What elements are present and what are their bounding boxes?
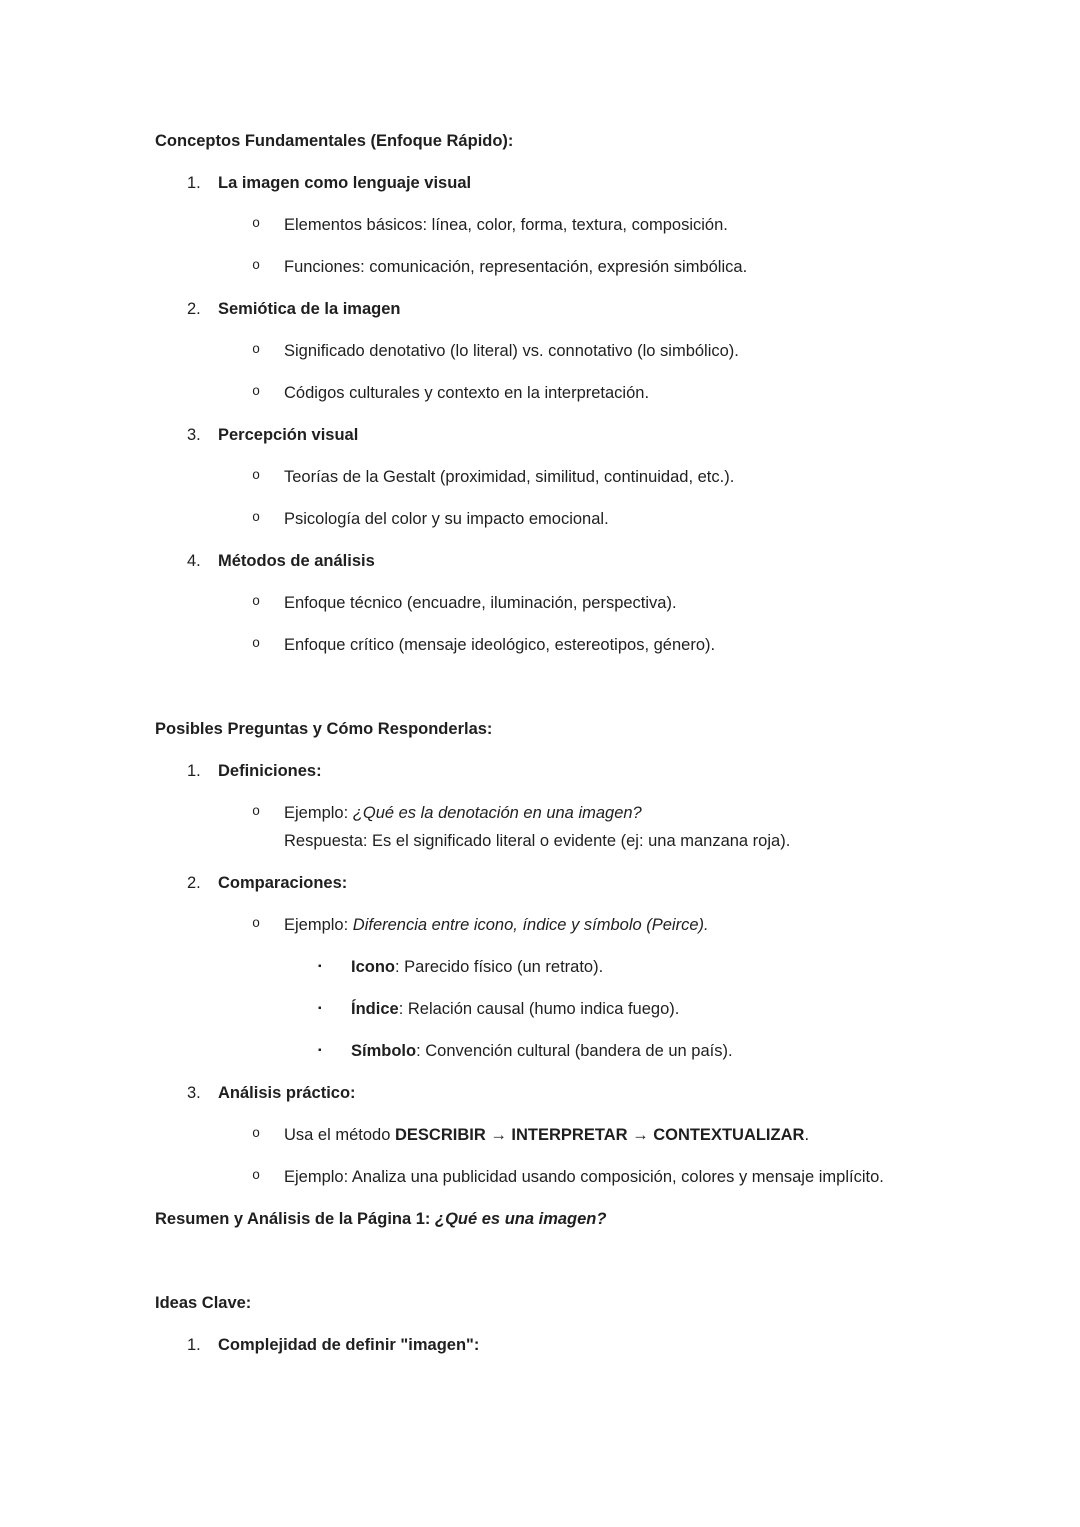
term: Índice <box>351 1000 399 1018</box>
resumen-question: ¿Qué es una imagen? <box>435 1210 607 1228</box>
sub-bullet-text <box>351 995 930 1023</box>
bullet-item <box>252 589 930 617</box>
bullet-item <box>252 463 930 491</box>
item-number: 4. <box>187 552 201 570</box>
sub-bullet-item <box>318 995 930 1023</box>
numbered-item <box>187 869 930 897</box>
term-definition: : Relación causal (humo indica fuego). <box>398 1000 680 1018</box>
bullet-item <box>252 337 930 365</box>
circle-bullet-icon: o <box>252 805 261 820</box>
bullet-text <box>284 1121 930 1149</box>
bullet-item <box>252 631 930 659</box>
term: Símbolo <box>351 1042 417 1060</box>
square-bullet-icon: ▪ <box>318 961 322 972</box>
circle-bullet-icon: o <box>252 469 261 484</box>
bullet-text: Elementos básicos: línea, color, forma, textura, composición. <box>284 216 728 234</box>
circle-bullet-icon: o <box>252 1169 261 1184</box>
method-steps: DESCRIBIR → INTERPRETAR → CONTEXTUALIZAR <box>394 1126 805 1144</box>
circle-bullet-icon: o <box>252 385 261 400</box>
item-number: 3. <box>187 426 201 444</box>
item-number: 2. <box>187 874 201 892</box>
circle-bullet-icon: o <box>252 1127 261 1142</box>
bullet-text <box>284 799 930 855</box>
sub-bullet-text <box>351 1037 930 1065</box>
bullet-text: Significado denotativo (lo literal) vs. connotativo (lo simbólico). <box>284 342 739 360</box>
term: Icono <box>351 958 395 976</box>
circle-bullet-icon: o <box>252 343 261 358</box>
item-title: Percepción visual <box>218 426 359 444</box>
bullet-text: Enfoque técnico (encuadre, iluminación, perspectiva). <box>284 594 677 612</box>
bullet-text: Códigos culturales y contexto en la interpretación. <box>284 384 650 402</box>
bullet-item <box>252 505 930 533</box>
numbered-item <box>187 1079 930 1107</box>
circle-bullet-icon: o <box>252 637 261 652</box>
circle-bullet-icon: o <box>252 217 261 232</box>
numbered-item <box>187 757 930 785</box>
example-prefix: Ejemplo: <box>284 916 353 934</box>
item-number: 1. <box>187 1336 201 1354</box>
bullet-item <box>252 799 930 855</box>
blank-line <box>155 1247 930 1275</box>
section-heading-preguntas: Posibles Preguntas y Cómo Responderlas: <box>155 720 493 738</box>
answer-line: Respuesta: Es el significado literal o evidente (ej: una manzana roja). <box>284 832 791 850</box>
example-line <box>284 804 642 822</box>
sub-bullet-item <box>318 1037 930 1065</box>
square-bullet-icon: ▪ <box>318 1003 322 1014</box>
bullet-item <box>252 379 930 407</box>
circle-bullet-icon: o <box>252 511 261 526</box>
bullet-item <box>252 211 930 239</box>
bullet-text: Enfoque crítico (mensaje ideológico, estereotipos, género). <box>284 636 716 654</box>
numbered-item <box>187 295 930 323</box>
numbered-item <box>187 421 930 449</box>
bullet-item <box>252 253 930 281</box>
section-heading-resumen <box>155 1205 930 1233</box>
item-number: 1. <box>187 762 201 780</box>
numbered-item <box>187 1331 930 1359</box>
item-title: La imagen como lenguaje visual <box>218 174 472 192</box>
sub-bullet-text <box>351 953 930 981</box>
circle-bullet-icon: o <box>252 595 261 610</box>
circle-bullet-icon: o <box>252 917 261 932</box>
item-number: 3. <box>187 1084 201 1102</box>
item-title: Complejidad de definir "imagen": <box>218 1336 480 1354</box>
bullet-text: Funciones: comunicación, representación, expresión simbólica. <box>284 258 748 276</box>
bullet-text <box>284 911 930 939</box>
example-prefix: Ejemplo: <box>284 804 353 822</box>
example-italic: Diferencia entre icono, índice y símbolo (Peirce). <box>352 916 709 934</box>
bullet-text: Ejemplo: Analiza una publicidad usando composición, colores y mensaje implícito. <box>284 1168 884 1186</box>
item-title: Semiótica de la imagen <box>218 300 401 318</box>
circle-bullet-icon: o <box>252 259 261 274</box>
method-suffix: . <box>804 1126 810 1144</box>
square-bullet-icon: ▪ <box>318 1045 322 1056</box>
numbered-item <box>187 169 930 197</box>
term-definition: : Convención cultural (bandera de un país). <box>416 1042 733 1060</box>
section-heading-conceptos: Conceptos Fundamentales (Enfoque Rápido): <box>155 132 514 150</box>
bullet-item <box>252 1163 930 1191</box>
item-title: Comparaciones: <box>218 874 348 892</box>
resumen-prefix: Resumen y Análisis de la Página 1: <box>155 1210 435 1228</box>
item-title: Análisis práctico: <box>218 1084 356 1102</box>
example-question: ¿Qué es la denotación en una imagen? <box>352 804 642 822</box>
item-title: Métodos de análisis <box>218 552 375 570</box>
blank-line <box>155 673 930 701</box>
section-heading-ideas: Ideas Clave: <box>155 1294 252 1312</box>
bullet-item <box>252 911 930 939</box>
bullet-text: Teorías de la Gestalt (proximidad, similitud, continuidad, etc.). <box>284 468 735 486</box>
bullet-text: Psicología del color y su impacto emocional. <box>284 510 609 528</box>
bullet-item <box>252 1121 930 1149</box>
numbered-item <box>187 547 930 575</box>
sub-bullet-item <box>318 953 930 981</box>
item-number: 1. <box>187 174 201 192</box>
item-title: Definiciones: <box>218 762 322 780</box>
item-number: 2. <box>187 300 201 318</box>
method-prefix: Usa el método <box>284 1126 395 1144</box>
term-definition: : Parecido físico (un retrato). <box>395 958 604 976</box>
